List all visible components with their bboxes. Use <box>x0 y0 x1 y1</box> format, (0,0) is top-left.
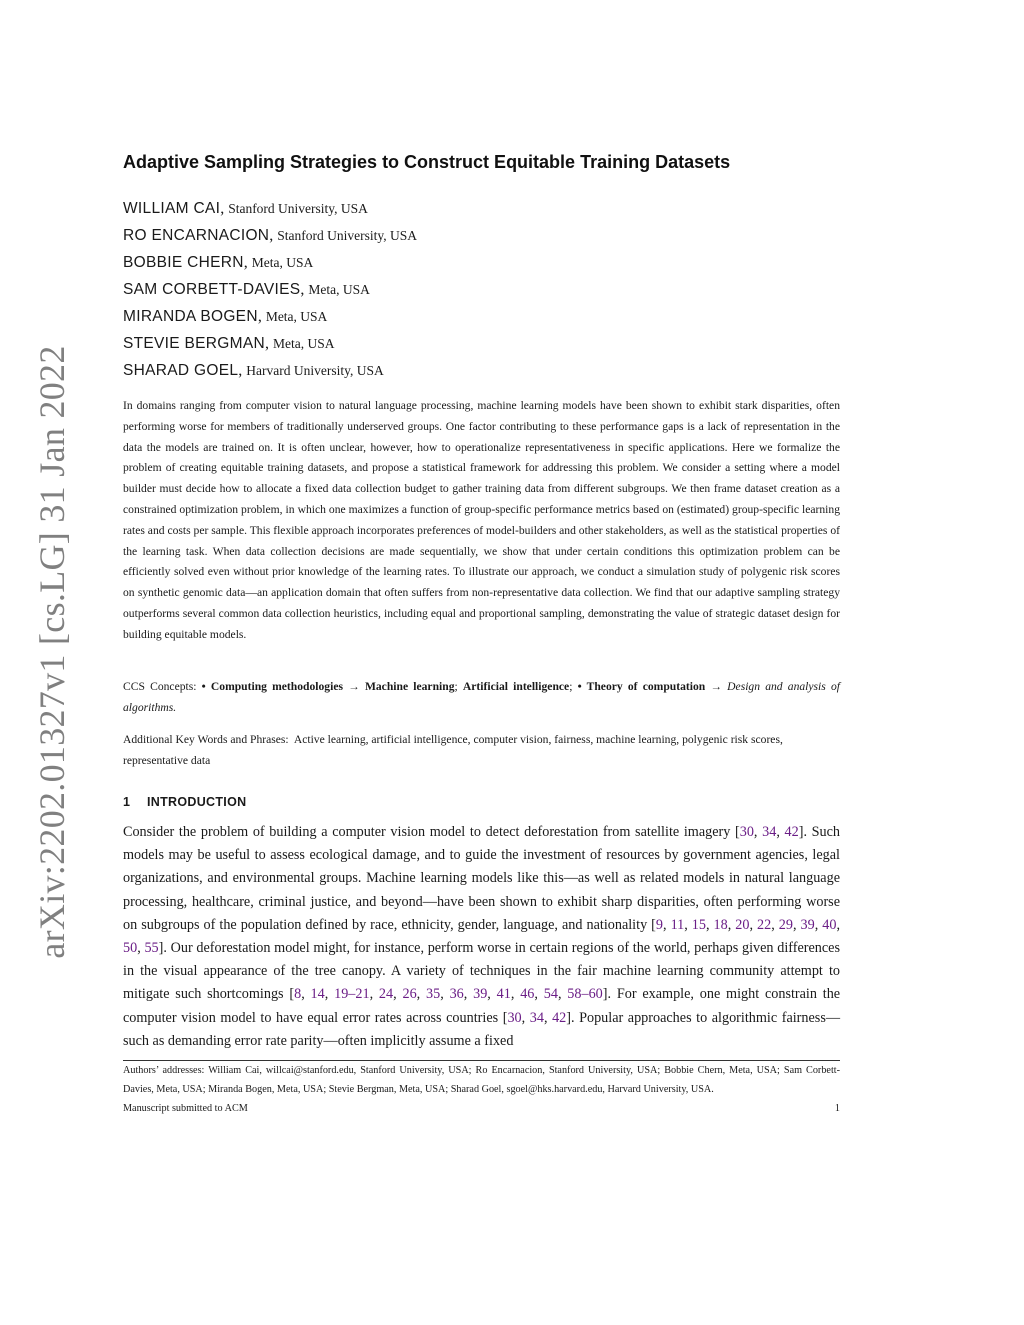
citation-link[interactable]: 20 <box>735 916 750 933</box>
ccs-end: . <box>173 700 177 714</box>
ccs-label: CCS Concepts: <box>123 680 197 693</box>
citation-link[interactable]: 8 <box>294 986 302 1003</box>
paper-title: Adaptive Sampling Strategies to Construct Equitable Training Datasets <box>123 152 731 172</box>
intro-text: ]. For example, one might constrain the computer vision model to have equal error rates across countries [ <box>123 986 841 1026</box>
ccs-item-tail: Design and analysis of algorithms <box>123 680 840 714</box>
citation-link[interactable]: 42 <box>784 824 799 840</box>
author-entry: WILLIAM CAI, Stanford University, USA <box>123 200 368 217</box>
ccs-separator: ; <box>454 680 463 693</box>
citation-link[interactable]: 18 <box>713 916 728 933</box>
author-name: MIRANDA BOGEN <box>123 308 258 325</box>
ccs-item: • Theory of computation → <box>577 680 722 693</box>
intro-text: ]. Popular approaches to algorithmic fairness—such as demanding error rate parity—often implicitly assume a fixed <box>123 1009 841 1049</box>
author-entry: RO ENCARNACION, Stanford University, USA <box>123 227 418 244</box>
intro-text: ]. Our deforestation model might, for instance, perform worse in certain regions of the world, perhaps given differences in the visual appearance of the tree canopy. A variety of techniques in the fair machine learning community attempt to mitigate such shortcomings [ <box>123 940 840 1003</box>
author-name: SHARAD GOEL <box>123 362 239 379</box>
author-entry: BOBBIE CHERN, Meta, USA <box>123 254 314 271</box>
citation-link[interactable]: 22 <box>757 916 772 933</box>
citation-link[interactable]: 34 <box>762 824 777 840</box>
citation-link[interactable]: 55 <box>144 940 159 957</box>
intro-text: ]. Such models may be useful to assess ecological damage, and to guide the investment of resources by government agencies, legal organizations, and environmental groups. Machine learning models like this—as well as related models in natural language processing, healthcare, criminal justice, and beyond—have been shown to exhibit sharp disparities, often performing worse on subgroups of the population defined by race, ethnicity, gender, language, and nationality [ <box>123 824 841 933</box>
citation-link[interactable]: 39 <box>473 986 488 1003</box>
citation-link[interactable]: 35 <box>426 986 441 1003</box>
citation-link[interactable]: 30 <box>507 1009 522 1026</box>
citation-link[interactable]: 14 <box>310 986 325 1003</box>
intro-paragraph: Consider the problem of building a computer vision model to detect deforestation from satellite imagery [30, 34, 42]. Such models may be useful to assess ecological damage, and to guide the investment of resources by government agencies, legal organizations, and environmental groups. Machine learning models like this—as well as related models in natural language processing, healthcare, criminal justice, and beyond—have been shown to exhibit sharp disparities, often performing worse on subgroups of the population defined by race, ethnicity, gender, language, and nationality [9, 11, 15, 18, 20, 22, 29, 39, 40, 50, 55]. Our deforestation model might, for instance, perform worse in certain regions of the world, perhaps given differences in the visual appearance of the tree canopy. A variety of techniques in the fair machine learning community attempt to mitigate such shortcomings [8, 14, 19–21, 24, 26, 35, 36, 39, 41, 46, 54, 58–60]. For example, one might constrain the computer vision model to have equal error rates across countries [30, 34, 42]. Popular approaches to algorithmic fairness—such as demanding error rate parity—often implicitly assume a fixed <box>123 824 841 1049</box>
keywords-label: Additional Key Words and Phrases: <box>123 733 289 746</box>
author-entry: STEVIE BERGMAN, Meta, USA <box>123 335 335 352</box>
section-heading <box>123 795 246 809</box>
author-affiliation: Stanford University, USA <box>277 228 418 243</box>
author-affiliation: Meta, USA <box>251 255 314 270</box>
citation-link[interactable]: 39 <box>800 916 815 933</box>
author-affiliation: Harvard University, USA <box>246 363 384 378</box>
citation-link[interactable]: 29 <box>778 916 793 933</box>
citation-link[interactable]: 19–21 <box>334 986 370 1003</box>
citation-link[interactable]: 50 <box>123 940 138 957</box>
author-affiliation: Stanford University, USA <box>228 201 368 216</box>
author-list <box>123 198 417 387</box>
citation-link[interactable]: 11 <box>670 916 685 933</box>
author-entry: SAM CORBETT-DAVIES, Meta, USA <box>123 281 370 298</box>
citation-link[interactable]: 36 <box>449 986 464 1003</box>
author-affiliation: Meta, USA <box>273 336 335 351</box>
section-title: INTRODUCTION <box>147 795 247 809</box>
ccs-concepts <box>123 677 840 719</box>
author-affiliation: Meta, USA <box>308 282 370 297</box>
keywords <box>123 730 840 772</box>
keywords-text: Active learning, artificial intelligence, computer vision, fairness, machine learning, polygenic risk scores, representative data <box>123 733 783 767</box>
citation-link[interactable]: 34 <box>529 1009 544 1026</box>
author-affiliation: Meta, USA <box>265 309 328 324</box>
citation-link[interactable]: 15 <box>691 916 706 933</box>
ccs-separator: ; <box>569 680 578 693</box>
citation-link[interactable]: 46 <box>520 986 535 1003</box>
citation-link[interactable]: 58–60 <box>567 986 603 1003</box>
manuscript-note: Manuscript submitted to ACM <box>123 1103 248 1114</box>
citation-link[interactable]: 26 <box>402 986 417 1003</box>
citation-link[interactable]: 30 <box>739 824 754 840</box>
section-number: 1 <box>123 795 131 809</box>
citation-link[interactable]: 24 <box>378 986 394 1003</box>
arxiv-stamp: arXiv:2202.01327v1 [cs.LG] 31 Jan 2022 <box>32 345 72 959</box>
page-number: 1 <box>834 1103 840 1114</box>
author-name: RO ENCARNACION <box>123 227 270 244</box>
citation-link[interactable]: 9 <box>655 916 663 933</box>
intro-text: Consider the problem of building a computer vision model to detect deforestation from satellite imagery [ <box>123 824 740 840</box>
citation-link[interactable]: 40 <box>822 916 837 933</box>
author-name: BOBBIE CHERN <box>123 254 244 271</box>
citation-link[interactable]: 41 <box>496 986 511 1003</box>
citation-link[interactable]: 42 <box>552 1009 567 1026</box>
abstract: In domains ranging from computer vision to natural language processing, machine learning models have been shown to exhibit stark disparities, often performing worse for members of traditionally underserved groups. One factor contributing to these performance gaps is a lack of representation in the data the models are trained on. It is often unclear, however, how to operationalize representativeness in specific applications. Here we formalize the problem of creating equitable training datasets, and propose a statistical framework for addressing this problem. We consider a setting where a model builder must decide how to allocate a fixed data collection budget to gather training data from different subgroups. We then frame dataset creation as a constrained optimization problem, in which one maximizes a function of group-specific performance metrics based on (estimated) group-specific learning rates and costs per sample. This flexible approach incorporates preferences of model-builders and other stakeholders, as well as the statistical properties of the learning task. When data collection decisions are made sequentially, we show that under certain conditions this optimization problem can be efficiently solved even without prior knowledge of the learning rates. To illustrate our approach, we conduct a simulation study of polygenic risk scores on synthetic genomic data—an application domain that often suffers from non-representative data collection. We find that our adaptive sampling strategy outperforms several common data collection heuristics, including equal and proportional sampling, demonstrating the value of strategic dataset design for building equitable models. <box>123 399 840 641</box>
author-addresses: Authors’ addresses: William Cai, willcai@stanford.edu, Stanford University, USA; Ro Encarnacion, Stanford University, USA; Bobbie Chern, Meta, USA; Sam Corbett-Davies, Meta, USA; Miranda Bogen, Meta, USA; Stevie Bergman, Meta, USA; Sharad Goel, sgoel@hks.harvard.edu, Harvard University, USA. <box>123 1065 840 1095</box>
author-entry: SHARAD GOEL, Harvard University, USA <box>123 362 384 379</box>
author-entry: MIRANDA BOGEN, Meta, USA <box>123 308 328 325</box>
ccs-item: Artificial intelligence <box>462 680 570 693</box>
author-name: SAM CORBETT-DAVIES <box>123 281 301 298</box>
ccs-item: • Computing methodologies → Machine learning <box>201 680 455 693</box>
author-name: WILLIAM CAI <box>123 200 221 217</box>
citation-link[interactable]: 54 <box>543 986 558 1003</box>
author-name: STEVIE BERGMAN <box>123 335 266 352</box>
